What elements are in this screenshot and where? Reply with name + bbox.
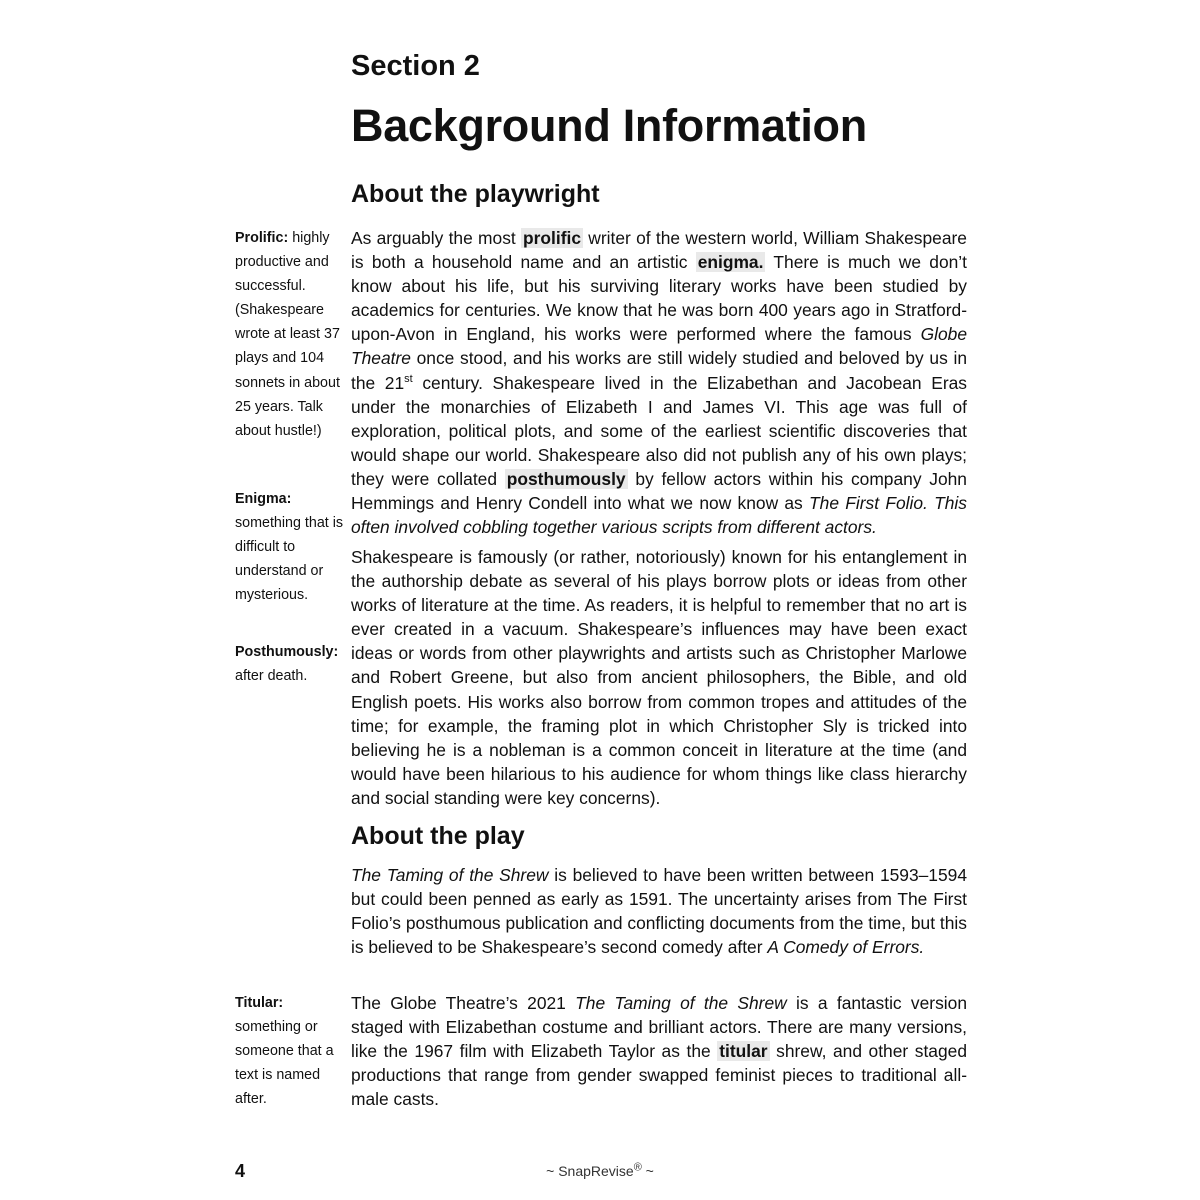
page-title: Background Information bbox=[351, 100, 867, 151]
glossary-posthumously: Posthumously: after death. bbox=[235, 644, 339, 685]
paragraph-play-2: The Globe Theatre’s 2021 The Taming of the Shrew is a fantastic version staged with Elizabethan costume and brilliant actors. There are many versions, like the 1967 film with Elizabeth Taylor as the titular shrew, and other staged productions that range from gender swapped feminist pieces to traditional all-male casts. bbox=[351, 993, 967, 1110]
glossary-enigma: Enigma: something that is difficult to understand or mysterious. bbox=[235, 491, 344, 604]
highlight-posthumously: posthumously bbox=[506, 468, 626, 489]
page-number: 4 bbox=[235, 1161, 246, 1181]
heading-about-play: About the play bbox=[351, 822, 525, 850]
footer-brand: ~ SnapRevise® ~ bbox=[546, 1161, 654, 1179]
glossary-prolific: Prolific: highly productive and successful. (Shakespeare wrote at least 37 plays and 104 sonnets in about 25 years. Talk about hustle!) bbox=[235, 230, 340, 439]
highlight-titular: titular bbox=[719, 1041, 768, 1062]
paragraph-play-1: The Taming of the Shrew is believed to have been written between 1593–1594 but could been penned as early as 1591. The uncertainty arises from The First Folio’s posthumous publication and conflicting documents from the time, but this is believed to be Shakespeare’s second comedy after A Comedy of Errors. bbox=[351, 865, 967, 958]
section-label: Section 2 bbox=[351, 50, 480, 82]
heading-about-playwright: About the playwright bbox=[351, 180, 600, 208]
paragraph-playwright-1: As arguably the most prolific writer of the western world, William Shakespeare is both a household name and an artistic enigma. There is much we don’t know about his life, but his surviving literary works have been studied by academics for centuries. We know that he was born 400 years ago in Stratford-upon-Avon in England, his works were performed where the famous Globe Theatre once stood, and his works are still widely studied and beloved by us in the 21st century. Shakespeare lived in the Elizabethan and Jacobean Eras under the monarchies of Elizabeth I and James VI. This age was full of exploration, political plots, and some of the earliest scientific discoveries that would shape our world. Shakespeare also did not publish any of his own plays; they were collated posthumously by fellow actors within his company John Hemmings and Henry Condell into what we now know as The First Folio. This often involved cobbling together various scripts from different actors. bbox=[351, 228, 967, 538]
paragraph-playwright-2: Shakespeare is famously (or rather, notoriously) known for his entanglement in the authorship debate as several of his plays borrow plots or ideas from other works of literature at the time. As readers, it is helpful to remember that no art is ever created in a vacuum. Shakespeare’s influences may have been exact ideas or words from other playwrights and artists such as Christopher Marlowe and Robert Greene, but also from ancient philosophers, the Bible, and old English poets. His works also borrow from common tropes and attitudes of the time; for example, the framing plot in which Christopher Sly is tricked into believing he is a nobleman is a common conceit in literature at the time (and would have been hilarious to his audience for whom things like class hierarchy and social standing were key concerns). bbox=[351, 547, 967, 808]
glossary-titular: Titular: something or someone that a text is named after. bbox=[235, 995, 334, 1108]
highlight-enigma: enigma. bbox=[697, 252, 764, 273]
highlight-prolific: prolific bbox=[523, 228, 581, 248]
